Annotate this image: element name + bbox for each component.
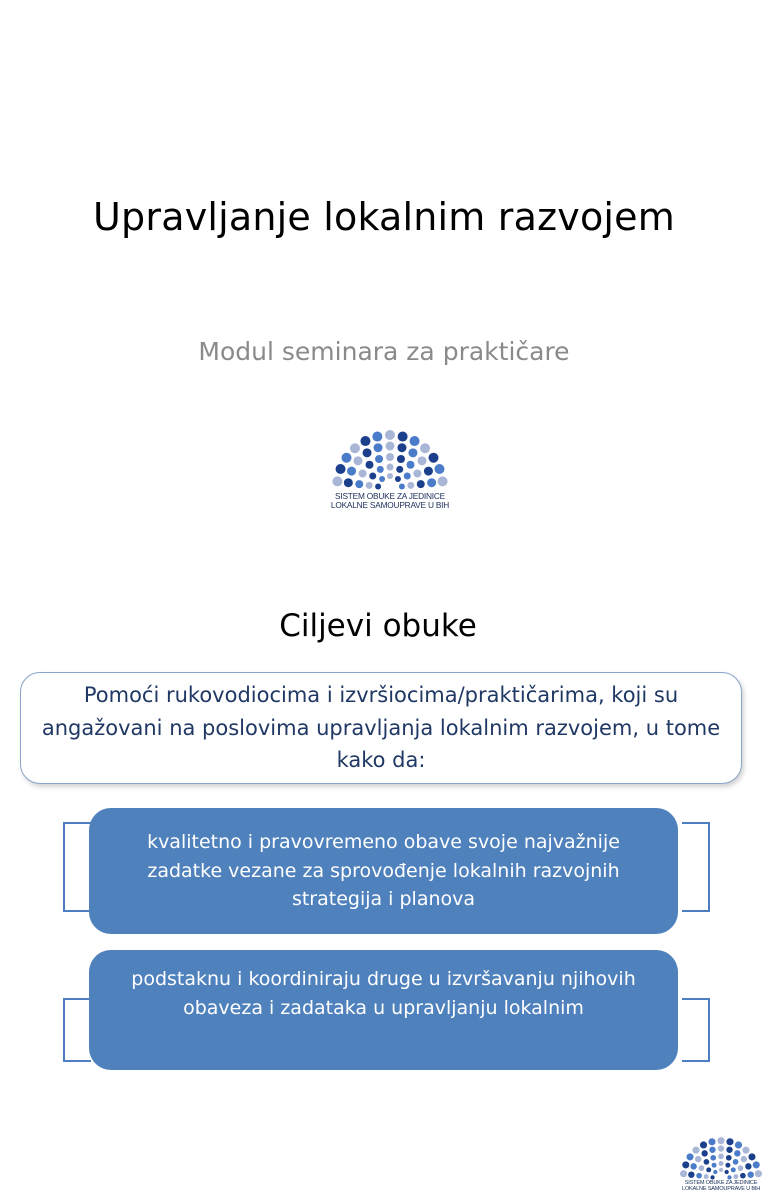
logo-dot [366,482,373,489]
logo-dot [336,464,346,474]
logo-dot [704,1159,710,1165]
logo-dot [429,453,439,463]
logo-dot [709,1147,715,1153]
logo-dot [713,1170,717,1174]
logo-dot [413,469,421,477]
logo-dot [385,430,395,440]
logo-dot [747,1171,753,1177]
logo-dot [434,464,444,474]
logo-dot [712,1163,717,1168]
logo-dot [680,1170,687,1177]
logo-dot [753,1161,760,1168]
slide-title: Upravljanje lokalnim razvojem [93,195,675,239]
dot-arc-logo-icon [331,430,449,490]
logo-dot [710,1175,714,1179]
logo-dot [726,1138,733,1145]
logo-dot [695,1156,701,1162]
logo-dot [398,432,408,442]
logo-dot [731,1167,736,1172]
logo-dot [366,461,374,469]
logo-dot [379,476,385,482]
logo-dot [710,1155,716,1161]
logo-dot [372,432,382,442]
goal-box: kvalitetno i pravovremeno obave svoje najvažnije zadatke vezane za sprovođenje lokalnih razvojnih strategija i planova [89,808,678,934]
logo-dot [692,1147,699,1154]
logo-dot [725,1170,729,1174]
logo-dot [726,1147,732,1153]
logo-dot [745,1163,751,1169]
logo-dot [375,455,383,463]
logo-dot [374,443,383,452]
logo-dot [350,443,360,453]
logo-dot [397,443,406,452]
slide-title: Ciljevi obuke [279,608,477,644]
logo-dot [396,466,403,473]
logo-dot [708,1138,715,1145]
logo-dot [740,1173,746,1179]
logo-dot [718,1154,724,1160]
logo-dot [377,466,384,473]
left-bracket [63,822,91,912]
logo-dot [706,1167,711,1172]
goal-box: podstaknu i koordiniraju druge u izvršavanju njihovih obaveza i zadataka u upravljanju lokalnim [89,950,678,1070]
logo-dot [734,1150,740,1156]
organization-logo-small [676,1137,766,1201]
logo-dot [741,1156,747,1162]
logo-caption-line2: LOKALNE SAMOUPRAVE U BIH [330,499,450,510]
logo-dot [719,1161,724,1166]
logo-dot [725,1163,730,1168]
logo-caption-line1: SISTEM OBUKE ZA JEDINICE [684,1180,758,1186]
logo-caption [323,492,457,509]
logo-dot [424,467,433,476]
logo-caption [676,1181,766,1193]
logo-dot [427,478,436,487]
logo-dot [410,436,420,446]
logo-dot [686,1153,693,1160]
logo-dot [375,484,381,490]
logo-dot [726,1155,732,1161]
logo-dot [363,448,372,457]
logo-dot [700,1141,707,1148]
logo-dot [735,1141,742,1148]
logo-dot [682,1161,689,1168]
logo-dot [408,448,417,457]
title-slide [0,0,768,560]
logo-dot [369,473,376,480]
objectives-slide [0,560,768,1192]
logo-dot [395,476,401,482]
logo-caption-line2: LOKALNE SAMOUPRAVE U BIH [681,1185,761,1192]
logo-dot [353,456,362,465]
logo-dot [742,1147,749,1154]
logo-dot [748,1153,755,1160]
right-bracket [682,822,710,912]
logo-dot [418,456,427,465]
logo-dot [704,1174,709,1179]
left-bracket [63,998,91,1062]
intro-text-box: Pomoći rukovodiocima i izvršiocima/praktičarima, koji su angažovani na poslovima upravljanja lokalnim razvojem, u tome kako da: [20,672,742,784]
logo-dot [738,1165,744,1171]
logo-dot [696,1173,702,1179]
logo-dot [417,480,425,488]
logo-dot [438,476,448,486]
logo-caption-line1: SISTEM OBUKE ZA JEDINICE [335,491,445,501]
logo-dot [733,1159,739,1165]
logo-dot [420,443,430,453]
logo-dot [719,1168,723,1172]
logo-dot [397,455,405,463]
logo-dot [386,442,395,451]
logo-dot [359,469,367,477]
logo-dot [688,1171,694,1177]
logo-dot [727,1175,731,1179]
logo-dot [387,473,393,479]
logo-dot [755,1170,762,1177]
logo-dot [407,461,415,469]
logo-dot [387,464,394,471]
logo-dot [733,1174,738,1179]
logo-dot [690,1163,696,1169]
logo-dot [355,480,363,488]
logo-dot [701,1150,707,1156]
logo-dot [399,484,405,490]
logo-dot [332,476,342,486]
organization-logo [323,430,457,530]
logo-dot [718,1145,724,1151]
logo-dot [717,1137,724,1144]
logo-dot [386,453,394,461]
logo-dot [344,478,353,487]
right-bracket [682,998,710,1062]
logo-dot [360,436,370,446]
logo-dot [404,473,411,480]
slide-subtitle: Modul seminara za praktičare [198,337,570,366]
logo-dot [407,482,414,489]
logo-dot [699,1165,705,1171]
dot-arc-logo-icon [679,1137,763,1180]
logo-dot [341,453,351,463]
logo-dot [347,467,356,476]
